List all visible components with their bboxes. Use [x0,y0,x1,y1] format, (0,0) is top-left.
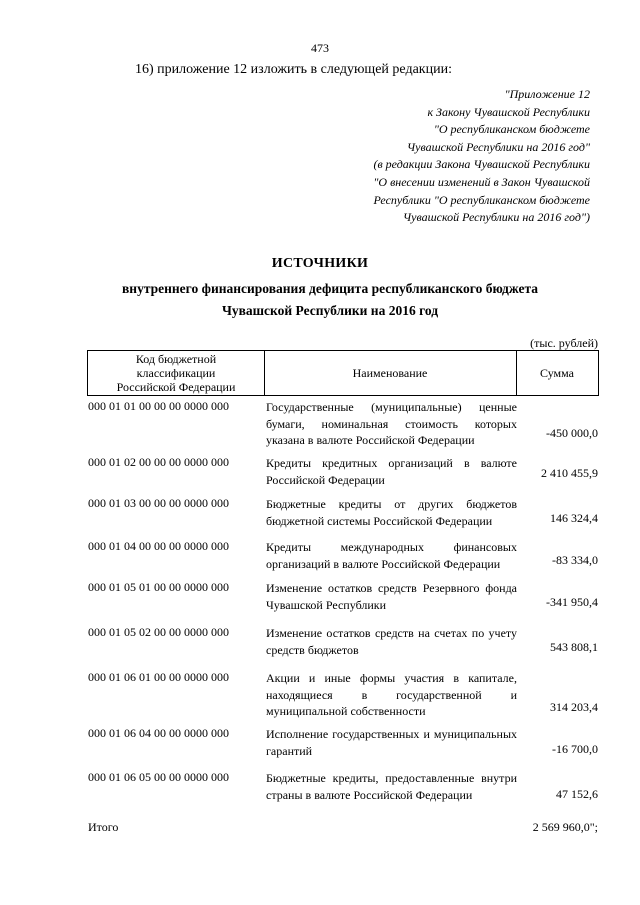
appendix-line: "О внесении изменений в Закон Чувашской [373,174,590,189]
row-amount: 2 410 455,9 [541,466,598,480]
document-subtitle [100,278,560,322]
row-name: Кредиты кредитных организаций в валюте Российской Федерации [266,456,517,487]
row-code: 000 01 05 01 00 00 0000 000 [88,580,229,594]
header-name [264,351,517,395]
row-amount: 314 203,4 [550,700,598,714]
row-code: 000 01 02 00 00 00 0000 000 [88,455,229,469]
row-code: 000 01 05 02 00 00 0000 000 [88,625,229,639]
table-header [87,350,599,396]
total-label: Итого [88,820,119,834]
row-code: 000 01 06 05 00 00 0000 000 [88,770,229,784]
row-name: Бюджетные кредиты, предоставленные внутри страны в валюте Российской Федерации [266,771,517,802]
row-amount: 543 808,1 [550,640,598,654]
row-name: Исполнение государственных и муниципальных гарантий [266,727,517,758]
row-name: Акции и иные формы участия в капитале, находящиеся в государственной и муниципальной собственности [266,671,517,718]
units-label: (тыс. рублей) [530,336,598,350]
appendix-line: Чувашской Республики на 2016 год" [406,139,590,154]
row-code: 000 01 01 00 00 00 0000 000 [88,399,229,413]
total-amount: 2 569 960,0"; [532,820,598,834]
appendix-line: Республики "О республиканском бюджете [373,192,590,207]
header-name-text: Наименование [352,366,428,380]
appendix-line: Чувашской Республики на 2016 год") [402,210,590,225]
row-code: 000 01 06 04 00 00 0000 000 [88,726,229,740]
row-amount: -450 000,0 [546,426,598,440]
appendix-line: "Приложение 12 [504,87,590,101]
row-name: Изменение остатков средств Резервного фонда Чувашской Республики [266,581,517,612]
appendix-note [290,86,590,227]
header-sum [516,351,598,395]
row-amount: -341 950,4 [546,595,598,609]
row-code: 000 01 06 01 00 00 0000 000 [88,670,229,684]
row-name: Государственные (муниципальные) ценные бумаги, номинальная стоимость которых указана в валюте Российской Федерации [266,400,517,447]
header-sum-text: Сумма [540,366,574,380]
appendix-line: (в редакции Закона Чувашской Республики [373,157,590,172]
subtitle-line: Чувашской Республики на 2016 год [221,303,439,318]
row-code: 000 01 03 00 00 00 0000 000 [88,496,229,510]
row-code: 000 01 04 00 00 00 0000 000 [88,539,229,553]
row-amount: -16 700,0 [552,742,598,756]
row-amount: 146 324,4 [550,511,598,525]
row-name: Бюджетные кредиты от других бюджетов бюджетной системы Российской Федерации [266,497,517,528]
header-code-text: Код бюджетной классификации Российской Федерации [116,352,236,394]
row-name: Изменение остатков средств на счетах по учету средств бюджетов [266,626,517,657]
appendix-line: "О республиканском бюджете [433,122,590,137]
subtitle-line: внутреннего финансирования дефицита республиканского бюджета [122,281,538,296]
document-title: ИСТОЧНИКИ [271,256,369,271]
page-number: 473 [311,41,329,55]
amendment-intro: 16) приложение 12 изложить в следующей редакции: [135,62,452,77]
appendix-line: к Закону Чувашской Республики [427,104,590,119]
row-amount: -83 334,0 [552,553,598,567]
row-name: Кредиты международных финансовых организаций в валюте Российской Федерации [266,540,517,571]
header-code [88,351,265,395]
row-amount: 47 152,6 [556,787,598,801]
